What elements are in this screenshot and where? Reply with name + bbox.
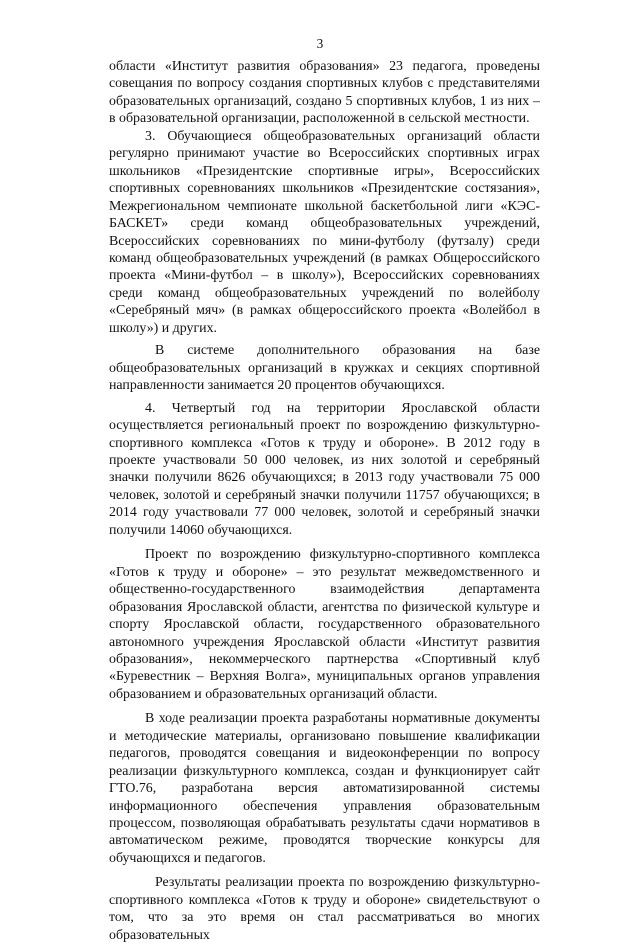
paragraph-project-partners: Проект по возрождению физкультурно-спортивного комплекса «Готов к труду и обороне» – это результат межведомственного и общественно-государственного взаимодействия департамента образования Ярославской области, агентства по физической культуре и спорту Ярославской области, государственного образовательного автономного учреждения Ярославской области «Институт развития образования», некоммерческого партнерства «Спортивный клуб «Буревестник – Верхняя Волга», муниципальных органов управления образованием и образовательных организаций области. (109, 547, 540, 702)
body-text (109, 58, 540, 944)
paragraph-implementation: В ходе реализации проекта разработаны нормативные документы и методические материалы, организовано повышение квалификации педагогов, проводятся совещания и видеоконференции по вопросу реализации физкультурного комплекса, создан и функционирует сайт ГТО.76, разработана версия автоматизированной системы информационного обеспечения управления образовательным процессом, позволяющая обрабатывать результаты сдачи нормативов в автоматическом режиме, проводятся творческие конкурсы для обучающихся и педагогов. (109, 711, 540, 866)
paragraph-additional-education: В системе дополнительного образования на базе общеобразовательных организаций в кружках и секциях спортивной направленности занимается 20 процентов обучающихся. (109, 343, 540, 394)
paragraph-results: Результаты реализации проекта по возрождению физкультурно-спортивного комплекса «Готов к труду и обороне» свидетельствуют о том, что за это время он стал рассматриваться во многих образовательных (109, 875, 540, 943)
paragraph-continuation: области «Институт развития образования» 23 педагога, проведены совещания по вопросу создания спортивных клубов с представителями образовательных организаций, создано 5 спортивных клубов, 1 из них – в образовательной организации, расположенной в сельской местности. (109, 59, 540, 127)
paragraph-item-3: 3. Обучающиеся общеобразовательных организаций области регулярно принимают участие во Всероссийских спортивных играх школьников «Президентские спортивные игры», Всероссийских спортивных соревнованиях школьников «Президентские состязания», Межрегиональном чемпионате школьной баскетбольной лиги «КЭС-БАСКЕТ» среди команд общеобразовательных учреждений, Всероссийских соревнованиях по мини-футболу (футзалу) среди команд общеобразовательных учреждений (в рамках Общероссийского проекта «Мини-футбол – в школу»), Всероссийских соревнованиях среди команд общеобразовательных учреждений по волейболу «Серебряный мяч» (в рамках общероссийского проекта «Волейбол в школу») и других. (109, 128, 540, 336)
paragraph-item-4: 4. Четвертый год на территории Ярославской области осуществляется региональный проект по возрождению физкультурно-спортивного комплекса «Готов к труду и обороне». В 2012 году в проекте участвовали 50 000 человек, из них золотой и серебряный значки получили 8626 обучающихся; в 2013 году участвовали 75 000 человек, золотой и серебряный значки получили 11757 обучающихся; в 2014 году участвовали 77 000 человек, золотой и серебряный значки получили 14060 обучающихся. (109, 400, 540, 538)
page-number: 3 (316, 36, 324, 51)
